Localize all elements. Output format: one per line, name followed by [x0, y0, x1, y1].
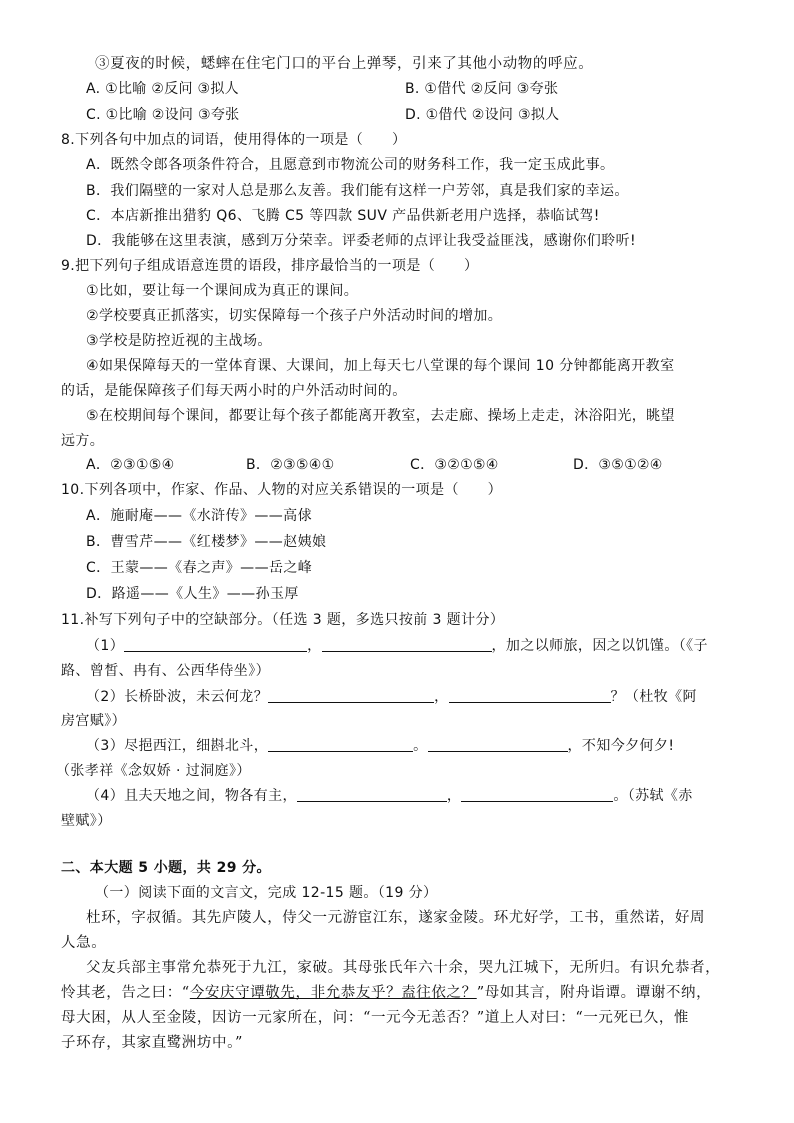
- q11-blank-3b[interactable]: [428, 737, 568, 752]
- passage-para1-line1: 杜环，字叔循。其先庐陵人，侍父一元游宦江东，遂家金陵。环尤好学，工书，重然诺，好周: [86, 910, 706, 926]
- passage-quote-open: 怜其老，告之曰：“: [61, 985, 190, 1001]
- q11-blank-3a[interactable]: [268, 737, 413, 752]
- q11-item-2-sep: ，: [434, 689, 449, 705]
- q9-sentence-4b: 的话，是能保障孩子们每天两小时的户外活动时间的。: [61, 383, 407, 399]
- q11-item-1-sep: ，: [307, 638, 322, 654]
- q10-option-d: D．路遥——《人生》——孙玉厚: [86, 586, 299, 602]
- q9-sentence-2: ②学校要真正抓落实，切实保障每一个孩子户外活动时间的增加。: [86, 308, 503, 324]
- q9-sentence-1: ①比如，要让每一个课间成为真正的课间。: [86, 283, 359, 299]
- q11-item-2-suffix: ？（杜牧《阿: [610, 689, 697, 705]
- q11-item-1: [86, 637, 708, 655]
- q11-blank-2a[interactable]: [268, 688, 434, 703]
- q8-option-a: A．既然令郎各项条件符合，且愿意到市物流公司的财务科工作，我一定玉成此事。: [86, 157, 615, 173]
- q9-option-d: D．③⑤①②④: [573, 457, 663, 473]
- passage-para2-line3: 母大困，从人至金陵，因访一元家所在，问：“一元今无恙否？”道上人对曰：“一元死已久，惟: [61, 1010, 690, 1026]
- q10-option-a: A．施耐庵——《水浒传》——高俅: [86, 508, 312, 524]
- q7-item-3: ③夏夜的时候，蟋蟀在住宅门口的平台上弹琴，引来了其他小动物的呼应。: [95, 56, 594, 72]
- q9-sentence-5b: 远方。: [61, 433, 105, 449]
- q8-stem: 8.下列各句中加点的词语，使用得体的一项是（ ）: [61, 132, 407, 148]
- q8-option-d: D．我能够在这里表演，感到万分荣幸。评委老师的点评让我受益匪浅，感谢你们聆听!: [86, 233, 636, 249]
- q11-blank-1a[interactable]: [124, 637, 307, 652]
- section-2-subtitle: （一）阅读下面的文言文，完成 12-15 题。（19 分）: [95, 885, 438, 901]
- passage-para2-line1: 父友兵部主事常允恭死于九江，家破。其母张氏年六十余，哭九江城下，无所归。有识允恭者，: [86, 960, 721, 976]
- q11-item-3: [86, 737, 674, 755]
- q11-item-2-prefix: （2）长桥卧波，未云何龙？: [86, 689, 269, 705]
- q9-option-c: C．③②①⑤④: [410, 457, 499, 473]
- q11-item-4-suffix: 。（苏轼《赤: [613, 788, 693, 804]
- q11-blank-2b[interactable]: [449, 688, 611, 703]
- passage-underlined-sentence: 今安庆守谭敬先，非允恭友乎？盍往依之？: [189, 985, 477, 1001]
- q11-blank-4a[interactable]: [297, 787, 447, 802]
- q11-item-4-cont: 壁赋》）: [61, 813, 112, 829]
- q7-option-d: D. ①借代 ②设问 ③拟人: [405, 107, 560, 123]
- q8-option-b: B．我们隔壁的一家对人总是那么友善。我们能有这样一户芳邻，真是我们家的幸运。: [86, 183, 629, 199]
- q11-item-3-suffix: ，不知今夕何夕!: [567, 738, 675, 754]
- q9-option-b: B．②③⑤④①: [246, 457, 335, 473]
- q10-stem: 10.下列各项中，作家、作品、人物的对应关系错误的一项是（ ）: [61, 482, 503, 498]
- q10-option-c: C．王蒙——《春之声》——岳之峰: [86, 560, 313, 576]
- passage-para2-line2: [61, 984, 711, 1002]
- q7-option-b: B. ①借代 ②反问 ③夸张: [405, 81, 559, 97]
- q11-item-4: [86, 787, 693, 805]
- q11-blank-4b[interactable]: [461, 787, 613, 802]
- section-2-title: 二、本大题 5 小题，共 29 分。: [61, 860, 271, 876]
- q9-sentence-3: ③学校是防控近视的主战场。: [86, 333, 272, 349]
- q9-option-a: A．②③①⑤④: [86, 457, 175, 473]
- q11-item-4-sep: ，: [446, 788, 462, 804]
- q9-sentence-4a: ④如果保障每天的一堂体育课、大课间，加上每天七八堂课的每个课间 10 分钟都能离开教室: [86, 358, 675, 374]
- q11-item-1-suffix: ，加之以师旅，因之以饥馑。（《子: [491, 638, 708, 654]
- passage-para1-line2: 人急。: [61, 935, 107, 951]
- q9-sentence-5a: ⑤在校期间每个课间，都要让每个孩子都能离开教室，去走廊、操场上走走，沐浴阳光，眺望: [86, 408, 675, 424]
- q8-option-c: C．本店新推出猎豹 Q6、飞腾 C5 等四款 SUV 产品供新老用户选择，恭临试驾!: [86, 208, 600, 224]
- q11-stem: 11.补写下列句子中的空缺部分。（任选 3 题，多选只按前 3 题计分）: [61, 612, 505, 628]
- q11-item-3-prefix: （3）尽挹西江，细斟北斗，: [86, 738, 269, 754]
- q11-item-3-cont: （张孝祥《念奴娇 · 过洞庭》）: [56, 763, 251, 779]
- passage-para2-line4: 子环存，其家直鹭洲坊中。”: [61, 1035, 243, 1051]
- q9-stem: 9.把下列句子组成语意连贯的语段，排序最恰当的一项是（ ）: [61, 258, 479, 274]
- q11-item-2: [86, 688, 697, 706]
- q7-option-a: A. ①比喻 ②反问 ③拟人: [86, 81, 239, 97]
- q7-option-c: C. ①比喻 ②设问 ③夸张: [86, 107, 240, 123]
- q11-blank-1b[interactable]: [322, 637, 492, 652]
- q11-item-3-sep: 。: [413, 738, 428, 754]
- q10-option-b: B．曹雪芹——《红楼梦》——赵姨娘: [86, 534, 327, 550]
- q11-item-1-prefix: （1）: [86, 638, 125, 654]
- q11-item-2-cont: 房宫赋》）: [61, 713, 126, 729]
- q11-item-4-prefix: （4）且夫天地之间，物各有主，: [86, 788, 297, 804]
- passage-quote-close: ”母如其言，附舟诣谭。谭谢不纳，: [476, 985, 712, 1001]
- q11-item-1-cont: 路、曾皙、冉有、公西华侍坐》）: [61, 663, 270, 679]
